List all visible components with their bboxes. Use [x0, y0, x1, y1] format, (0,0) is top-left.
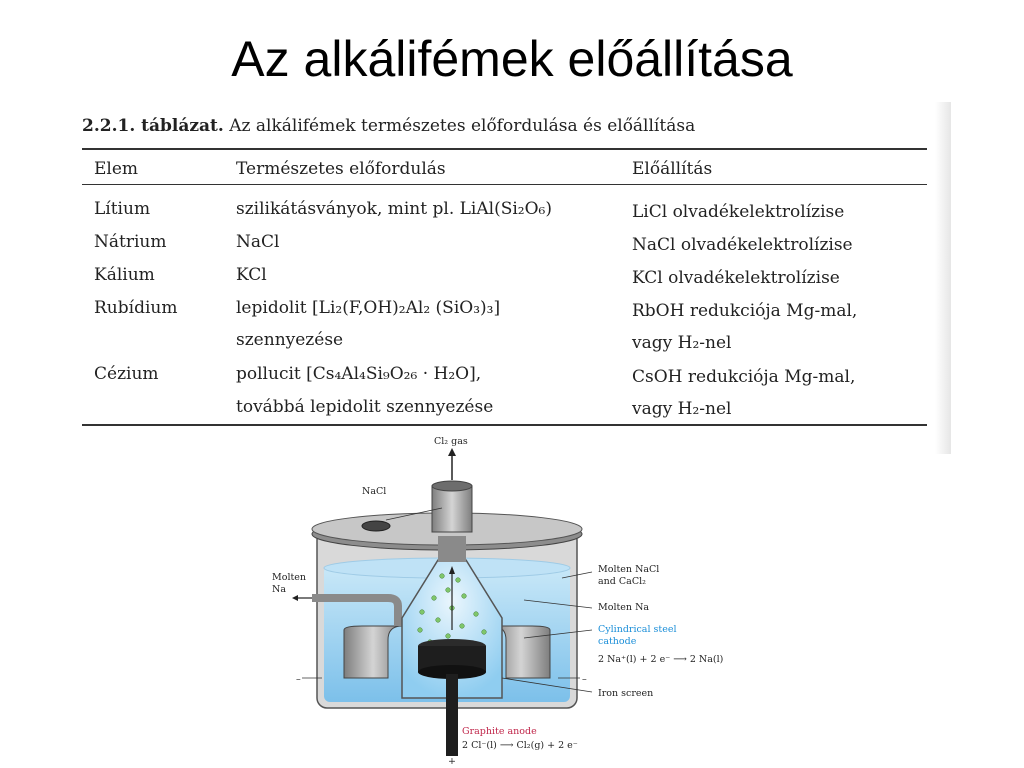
- cell-production: LiCl olvadékelektrolízise: [632, 202, 845, 222]
- cell-elem: Nátrium: [94, 232, 167, 252]
- label-molten-na-out-1: Molten: [272, 572, 307, 583]
- cell-occurrence: pollucit [Cs₄Al₄Si₉O₂₆ · H₂O],: [236, 364, 482, 384]
- label-graphite-anode: Graphite anode: [462, 726, 537, 737]
- label-cl2-gas: Cl₂ gas: [434, 436, 468, 447]
- label-anode-equation: 2 Cl⁻(l) ⟶ Cl₂(g) + 2 e⁻: [462, 740, 578, 751]
- label-molten-nacl-2: and CaCl₂: [598, 576, 646, 587]
- header-occurrence: Természetes előfordulás: [236, 159, 446, 179]
- collector-neck: [438, 536, 466, 562]
- caption-text: Az alkálifémek természetes előfordulása és előállítása: [229, 116, 696, 136]
- cell-production: CsOH redukciója Mg-mal,: [632, 367, 856, 387]
- electrolysis-cell-diagram: [262, 430, 724, 767]
- header-elem: Elem: [94, 159, 139, 179]
- cell-production: KCl olvadékelektrolízise: [632, 268, 840, 288]
- label-cathode-1: Cylindrical steel: [598, 624, 677, 635]
- label-cathode-equation: 2 Na⁺(l) + 2 e⁻ ⟶ 2 Na(l): [598, 654, 724, 665]
- table-image: [70, 102, 948, 454]
- cell-elem: Kálium: [94, 265, 155, 285]
- scan-shadow: [935, 102, 951, 454]
- cl2-arrowhead: [448, 448, 456, 456]
- label-molten-na: Molten Na: [598, 602, 650, 613]
- table-header-rule: [82, 184, 927, 185]
- label-minus-left: –: [296, 674, 301, 685]
- label-plus: +: [448, 756, 456, 767]
- label-minus-right: –: [582, 674, 587, 685]
- cell-occurrence: szilikátásványok, mint pl. LiAl(Si₂O₆): [236, 199, 552, 219]
- table-top-rule: [82, 148, 927, 150]
- label-nacl: NaCl: [362, 486, 387, 497]
- anode-rod: [446, 674, 458, 756]
- cell-production: vagy H₂-nel: [632, 399, 732, 419]
- cell-production: RbOH redukciója Mg-mal,: [632, 301, 858, 321]
- header-production: Előállítás: [632, 159, 713, 179]
- cell-occurrence: szennyezése: [236, 330, 344, 350]
- slide-title: Az alkálifémek előállítása: [231, 31, 793, 87]
- cell-elem: Lítium: [94, 199, 151, 219]
- label-iron-screen: Iron screen: [598, 688, 654, 699]
- na-out-arrowhead: [292, 595, 298, 601]
- chlorine-outlet-top: [432, 481, 472, 491]
- label-molten-nacl-1: Molten NaCl: [598, 564, 660, 575]
- table-bottom-rule: [82, 424, 927, 426]
- cell-production: vagy H₂-nel: [632, 333, 732, 353]
- cell-elem: Cézium: [94, 364, 159, 384]
- cell-production: NaCl olvadékelektrolízise: [632, 235, 853, 255]
- cell-occurrence: lepidolit [Li₂(F,OH)₂Al₂ (SiO₃)₃]: [236, 298, 501, 318]
- cell-elem: Rubídium: [94, 298, 178, 318]
- cell-occurrence: továbbá lepidolit szennyezése: [236, 397, 494, 417]
- nacl-feed-port: [362, 521, 390, 531]
- cell-occurrence: NaCl: [236, 232, 280, 252]
- label-cathode-2: cathode: [598, 636, 637, 647]
- caption-number: 2.2.1. táblázat.: [82, 116, 224, 136]
- table-caption: [82, 116, 695, 136]
- cell-occurrence: KCl: [236, 265, 267, 285]
- label-molten-na-out-2: Na: [272, 584, 286, 595]
